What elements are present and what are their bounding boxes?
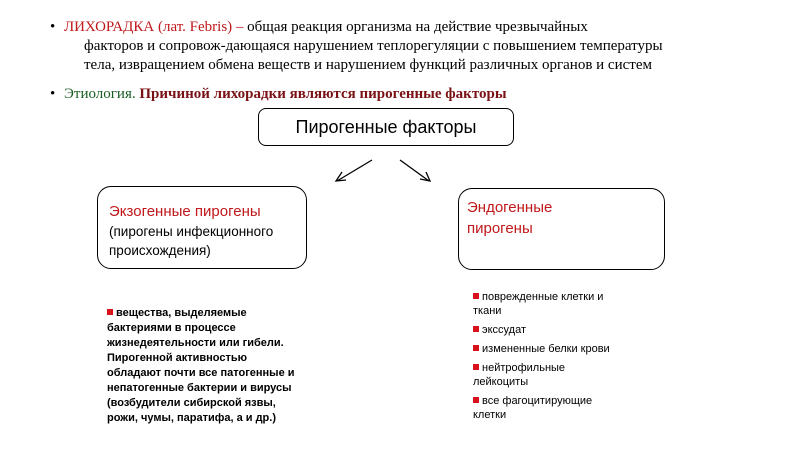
etiology-bullet: • Этиология. Причиной лихорадки являются пирогенные факторы: [50, 86, 507, 102]
exogenous-subtitle-1: (пирогены инфекционного: [109, 224, 274, 239]
endogenous-title-1: Эндогенные: [467, 199, 553, 216]
exo-line: жизнедеятельности или гибели.: [107, 337, 284, 349]
list-item-text: экссудат: [482, 324, 527, 336]
exo-line: рожи, чумы, паратифа, а и др.): [107, 412, 276, 424]
red-square-bullet: [107, 309, 113, 315]
bullet-dot: •: [50, 19, 56, 35]
bullet-dot: •: [50, 86, 56, 102]
list-item-text: поврежденные клетки и: [482, 291, 604, 303]
list-item: [473, 342, 703, 356]
arrow-right-head: [420, 172, 430, 181]
red-square-bullet: [473, 293, 479, 299]
exo-line: бактериями в процессе: [107, 322, 236, 334]
red-square-bullet: [473, 345, 479, 351]
list-item-text: нейтрофильные: [482, 362, 566, 374]
exogenous-subtitle-2: происхождения): [109, 243, 211, 258]
etiology-label: Этиология: [64, 86, 132, 102]
endogenous-title-2: пирогены: [467, 220, 533, 237]
exo-line: непатогенные бактерии и вирусы: [107, 382, 292, 394]
list-item-text: ткани: [473, 305, 502, 317]
list-item-text: клетки: [473, 409, 507, 421]
red-square-bullet: [473, 397, 479, 403]
list-item-text: лейкоциты: [473, 376, 529, 388]
red-square-bullet: [473, 364, 479, 370]
exogenous-description: [107, 306, 377, 426]
definition-line-2: факторов и сопровож-дающаяся нарушением теплорегуляции с повышением температуры: [84, 38, 663, 54]
term-fever: ЛИХОРАДКА (лат. Febris) –: [64, 19, 244, 35]
definition-line-3: тела, извращением обмена веществ и нарушением функций различных органов и систем: [84, 57, 652, 73]
definition-line-1: общая реакция организма на действие чрезвычайных: [247, 19, 588, 35]
root-node-label: Пирогенные факторы: [295, 117, 477, 137]
list-item: [473, 361, 703, 389]
arrow-left-line: [337, 160, 372, 181]
red-square-bullet: [473, 326, 479, 332]
exogenous-title: Экзогенные пирогены: [109, 203, 261, 220]
exo-line: вещества, выделяемые: [116, 307, 247, 319]
node-exogenous-pyrogens: [97, 186, 307, 269]
root-node-pyrogenic-factors: [258, 108, 514, 146]
list-item-text: все фагоцитирующие: [482, 395, 593, 407]
node-endogenous-pyrogens: [458, 188, 665, 270]
arrow-right-line: [400, 160, 429, 181]
endogenous-list: [473, 290, 703, 427]
list-item: [473, 323, 703, 337]
exo-line: (возбудители сибирской язвы,: [107, 397, 276, 409]
etiology-text: Причиной лихорадки являются пирогенные факторы: [139, 86, 507, 102]
list-item: [473, 290, 703, 318]
exo-line: обладают почти все патогенные и: [107, 367, 295, 379]
exo-line: Пирогенной активностью: [107, 352, 248, 364]
list-item: [473, 394, 703, 422]
list-item-text: измененные белки крови: [482, 343, 610, 355]
